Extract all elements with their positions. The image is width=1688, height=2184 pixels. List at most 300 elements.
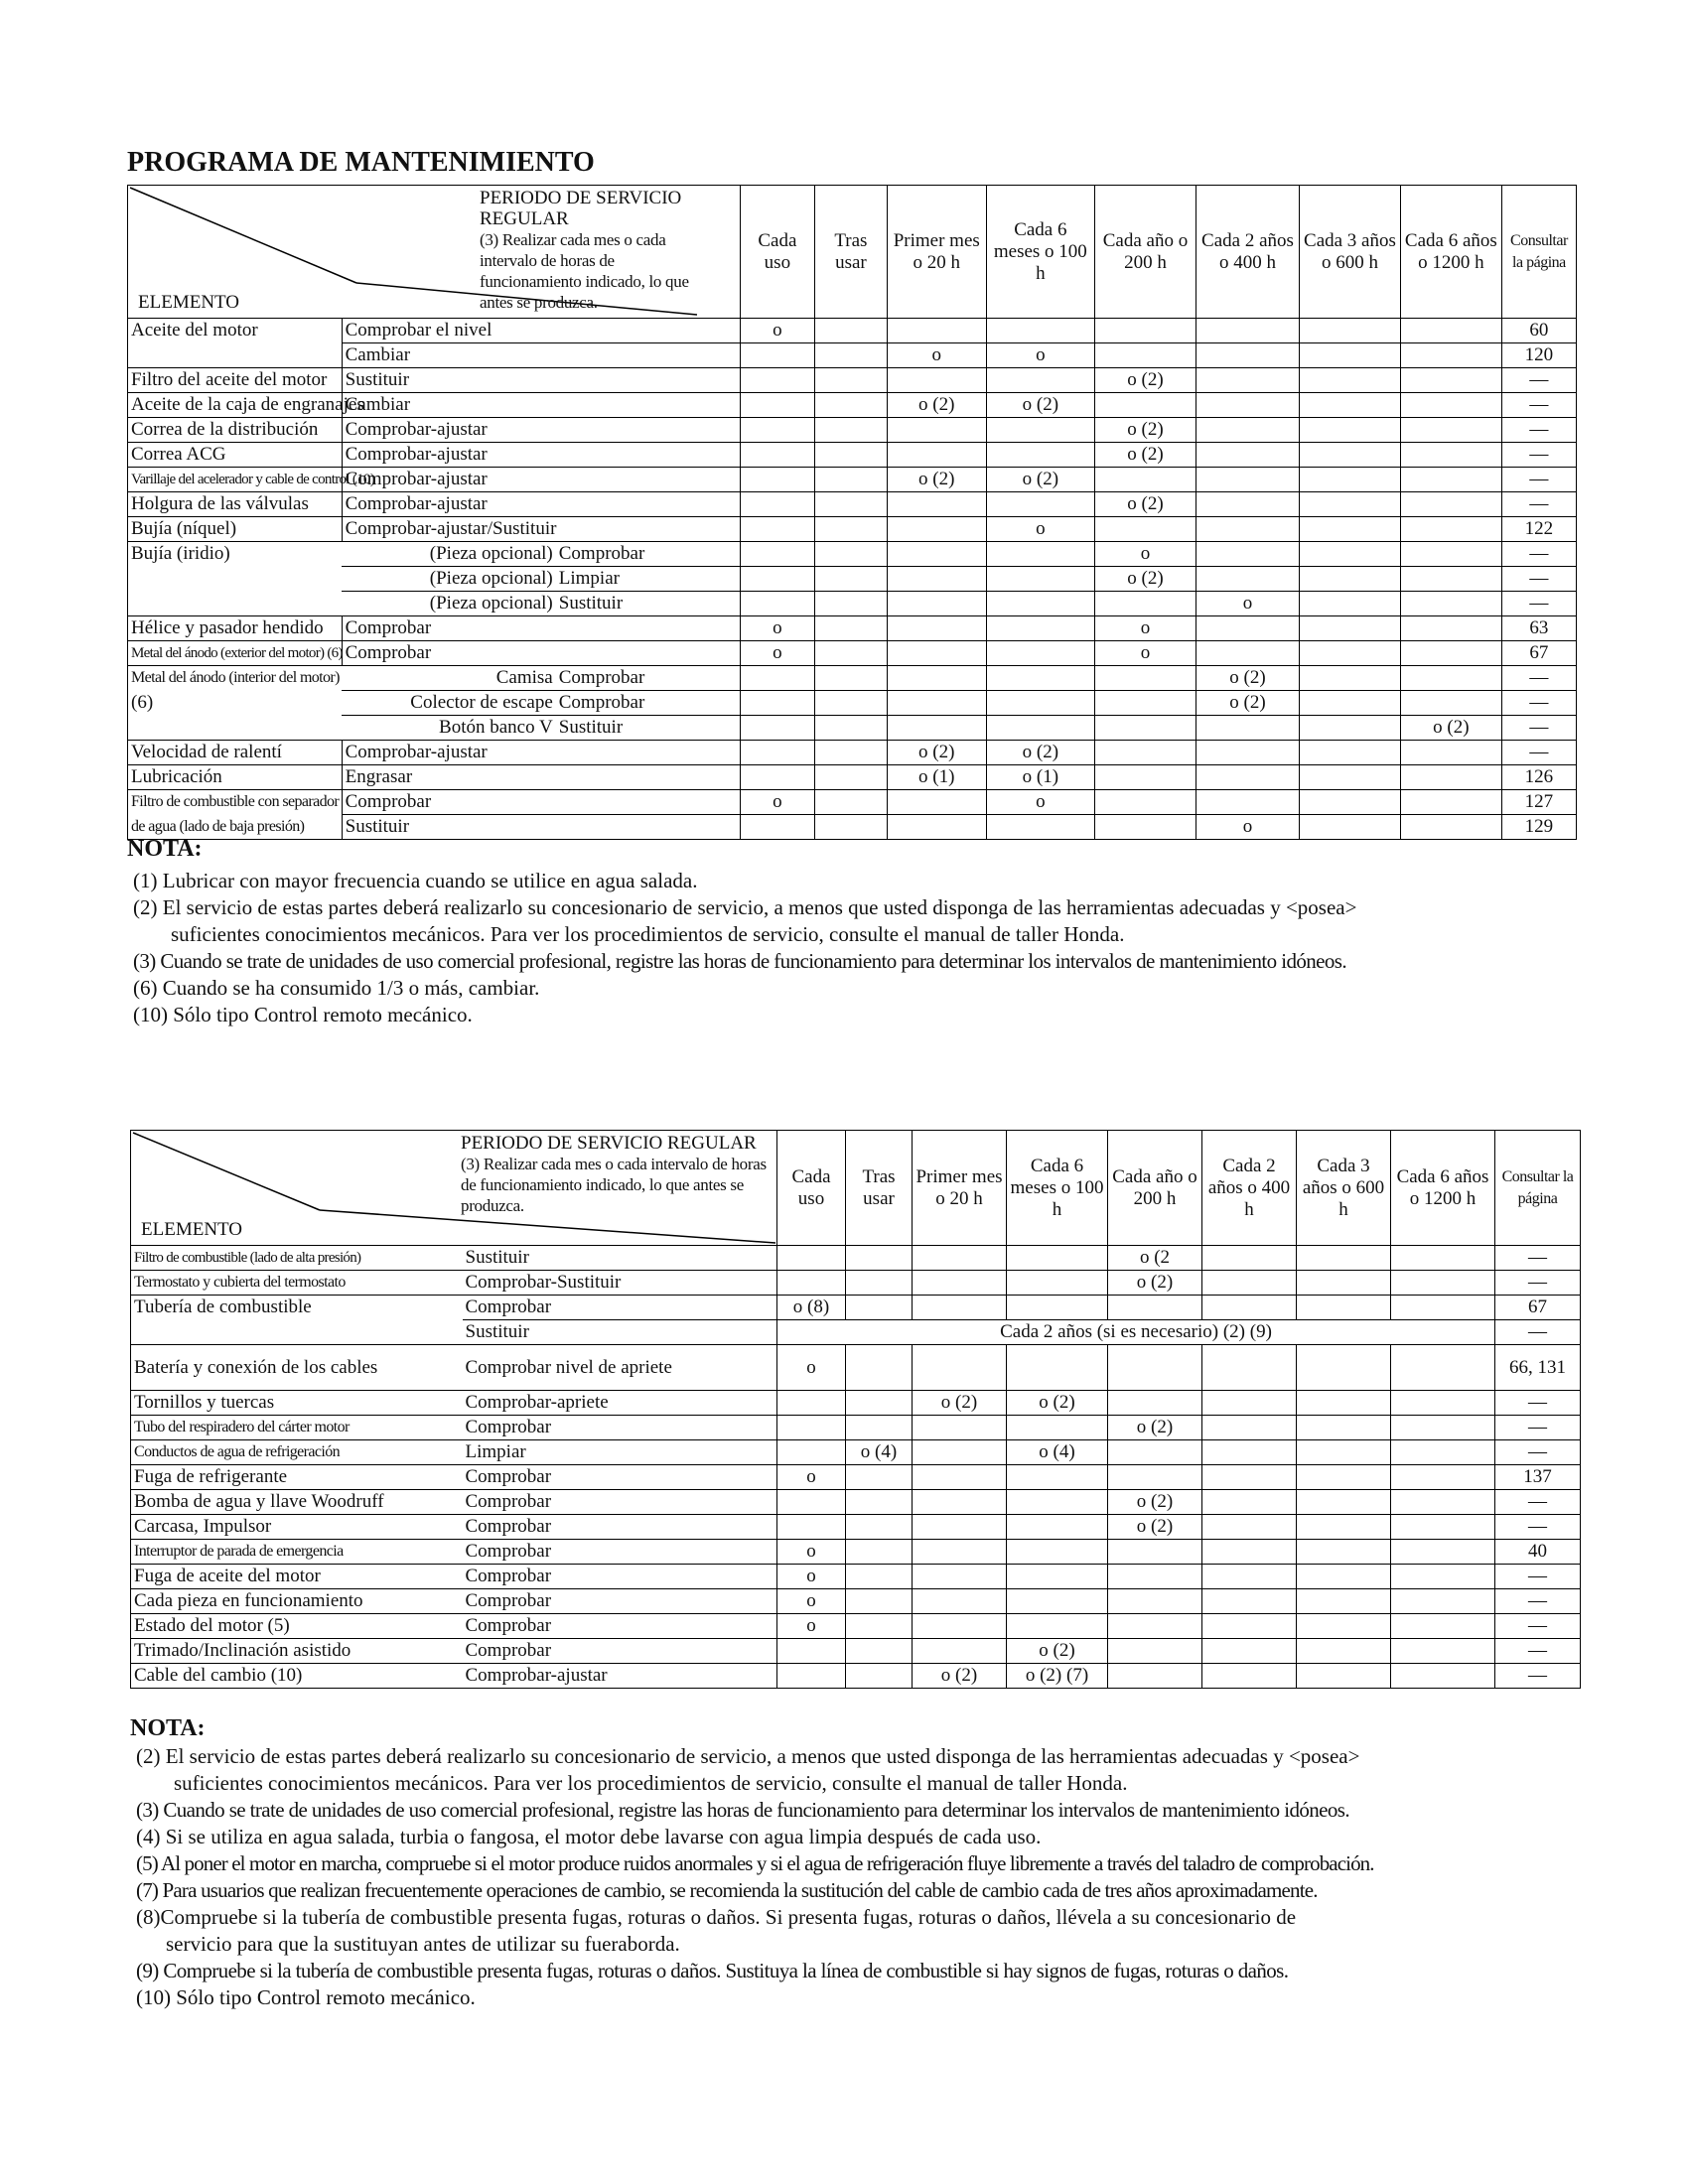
row-cell [846, 1465, 913, 1490]
row-cell [1300, 418, 1401, 443]
row-cell [814, 716, 887, 741]
row-action: Sustituir [556, 592, 741, 616]
row-cell [777, 1664, 846, 1689]
row-cell [1108, 1664, 1202, 1689]
row-item: Cable del cambio (10) [131, 1664, 463, 1689]
row-action: Sustituir [342, 815, 740, 840]
row-sub: (Pieza opcional) [342, 542, 556, 567]
row-cell: o [740, 319, 814, 343]
row-cell: o [740, 616, 814, 641]
col-header: Tras usar [846, 1131, 913, 1246]
row-cell [1007, 1565, 1108, 1589]
row-action: Sustituir [463, 1320, 777, 1345]
table-row [131, 1490, 1581, 1515]
row-item: Tornillos y tuercas [131, 1391, 463, 1416]
row-action: Comprobar-ajustar [463, 1664, 777, 1689]
row-cell [814, 343, 887, 368]
nota-2-title: NOTA: [130, 1715, 206, 1741]
row-cell [1007, 1296, 1108, 1320]
row-action: Comprobar [463, 1565, 777, 1589]
row-cell [814, 368, 887, 393]
row-cell [1095, 691, 1196, 716]
row-item: Aceite del motor [128, 319, 343, 343]
row-action: Sustituir [556, 716, 741, 741]
row-cell [1202, 1664, 1297, 1689]
row-cell [814, 492, 887, 517]
row-cell [986, 319, 1094, 343]
row-item: Fuga de aceite del motor [131, 1565, 463, 1589]
row-cell [846, 1565, 913, 1589]
row-cell [1391, 1515, 1495, 1540]
row-cell [1297, 1416, 1391, 1440]
row-cell [1095, 815, 1196, 840]
row-cell [1391, 1391, 1495, 1416]
row-cell: o (2 [1108, 1246, 1202, 1271]
col-header: Cada 6 meses o 100 h [986, 186, 1094, 319]
note-line: (4) Si se utiliza en agua salada, turbia o fangosa, el motor debe lavarse con agua limpia después de cada uso. [136, 1825, 1042, 1848]
row-cell: o (1) [887, 765, 986, 790]
row-cell [1007, 1589, 1108, 1614]
row-cell [740, 567, 814, 592]
row-cell [814, 616, 887, 641]
row-cell [1300, 592, 1401, 616]
row-cell [1196, 468, 1299, 492]
table-row [128, 691, 1577, 716]
table-row [131, 1271, 1581, 1296]
col-header: Primer mes o 20 h [887, 186, 986, 319]
row-action: Comprobar nivel de apriete [463, 1345, 777, 1391]
row-page: — [1501, 418, 1576, 443]
row-page: — [1495, 1565, 1581, 1589]
row-cell [1391, 1345, 1495, 1391]
page-title: PROGRAMA DE MANTENIMIENTO [127, 147, 595, 178]
row-item: Metal del ánodo (exterior del motor) (6) [128, 641, 343, 666]
row-action: Comprobar [463, 1296, 777, 1320]
row-cell: o (2) [1095, 368, 1196, 393]
row-cell [1202, 1246, 1297, 1271]
periodo-title: PERIODO DE SERVICIO REGULAR [461, 1133, 757, 1154]
row-cell [1007, 1465, 1108, 1490]
row-cell [1297, 1614, 1391, 1639]
row-cell [1108, 1296, 1202, 1320]
row-cell [740, 592, 814, 616]
table-row [128, 666, 1577, 691]
note-line: (3) Cuando se trate de unidades de uso comercial profesional, registre las horas de funcionamiento para determinar los intervalos de mantenimiento idóneos. [136, 1798, 1349, 1822]
row-cell: o (2) [1196, 666, 1299, 691]
row-cell: o [986, 790, 1094, 815]
row-cell [1300, 319, 1401, 343]
row-page: — [1495, 1440, 1581, 1465]
row-cell [887, 616, 986, 641]
row-cell [740, 666, 814, 691]
table-row [128, 319, 1577, 343]
row-cell [1095, 468, 1196, 492]
row-cell [1300, 443, 1401, 468]
row-cell: o [777, 1614, 846, 1639]
row-action: Comprobar [463, 1490, 777, 1515]
row-cell [1202, 1440, 1297, 1465]
row-cell [814, 567, 887, 592]
row-page: — [1495, 1614, 1581, 1639]
row-page: — [1495, 1271, 1581, 1296]
row-sub: (Pieza opcional) [342, 592, 556, 616]
row-action: Comprobar [342, 790, 740, 815]
row-cell: o (2) [1007, 1391, 1108, 1416]
row-cell [1391, 1490, 1495, 1515]
row-cell: o (2) [887, 393, 986, 418]
col-header: Cada 6 meses o 100 h [1007, 1131, 1108, 1246]
row-action: Comprobar [463, 1540, 777, 1565]
row-cell [1300, 468, 1401, 492]
row-cell [1400, 641, 1501, 666]
row-cell [1300, 492, 1401, 517]
row-cell [1391, 1440, 1495, 1465]
row-cell [740, 517, 814, 542]
row-action: Cambiar [342, 343, 740, 368]
row-cell [777, 1246, 846, 1271]
col-header: Cada 3 años o 600 h [1297, 1131, 1391, 1246]
row-page: — [1501, 666, 1576, 691]
row-cell [1297, 1490, 1391, 1515]
header-corner [131, 1131, 777, 1246]
row-cell [1391, 1540, 1495, 1565]
row-action: Sustituir [342, 368, 740, 393]
row-page: — [1495, 1246, 1581, 1271]
row-action: Comprobar [342, 616, 740, 641]
row-action: Comprobar-ajustar [342, 492, 740, 517]
table-row [131, 1639, 1581, 1664]
row-cell [1196, 716, 1299, 741]
row-cell: o (2) [887, 741, 986, 765]
row-cell [1196, 741, 1299, 765]
row-cell: o (2) [986, 741, 1094, 765]
row-cell [814, 468, 887, 492]
table-row [131, 1515, 1581, 1540]
row-cell [846, 1515, 913, 1540]
row-cell [1095, 592, 1196, 616]
row-cell [1007, 1490, 1108, 1515]
row-cell [1196, 418, 1299, 443]
row-cell [1391, 1589, 1495, 1614]
row-sub: Botón banco V [342, 716, 556, 741]
table-row [131, 1465, 1581, 1490]
table-row [128, 343, 1577, 368]
row-cell [1300, 343, 1401, 368]
row-cell: o (2) [986, 468, 1094, 492]
row-cell [1297, 1664, 1391, 1689]
row-cell [986, 616, 1094, 641]
row-cell: o (2) [1007, 1639, 1108, 1664]
col-header: Cada 3 años o 600 h [1300, 186, 1401, 319]
row-cell [1202, 1416, 1297, 1440]
row-page: — [1501, 716, 1576, 741]
row-item [128, 343, 343, 368]
header-elemento: ELEMENTO [141, 1219, 243, 1240]
row-cell [1297, 1271, 1391, 1296]
row-cell [1400, 468, 1501, 492]
row-item [131, 1320, 463, 1345]
row-cell [814, 666, 887, 691]
row-cell [814, 691, 887, 716]
table-row [128, 790, 1577, 815]
row-cell [1095, 765, 1196, 790]
row-cell [1391, 1246, 1495, 1271]
row-page: 137 [1495, 1465, 1581, 1490]
row-cell [1095, 319, 1196, 343]
row-cell: o [1196, 815, 1299, 840]
row-page: — [1501, 368, 1576, 393]
row-cell [814, 765, 887, 790]
row-action: Comprobar [463, 1589, 777, 1614]
row-cell [1108, 1391, 1202, 1416]
row-cell [1400, 592, 1501, 616]
row-cell [1007, 1540, 1108, 1565]
row-cell [846, 1639, 913, 1664]
row-span-note: Cada 2 años (si es necesario) (2) (9) [777, 1320, 1495, 1345]
row-cell [1297, 1589, 1391, 1614]
row-cell [846, 1664, 913, 1689]
row-cell [1095, 517, 1196, 542]
row-item: Carcasa, Impulsor [131, 1515, 463, 1540]
row-cell [846, 1416, 913, 1440]
row-cell [1400, 616, 1501, 641]
row-cell [986, 716, 1094, 741]
row-cell: o [777, 1465, 846, 1490]
row-cell [740, 815, 814, 840]
row-cell [740, 765, 814, 790]
row-cell [1196, 492, 1299, 517]
row-cell: o (2) [1108, 1271, 1202, 1296]
row-cell [887, 815, 986, 840]
row-cell [846, 1296, 913, 1320]
row-cell [1400, 393, 1501, 418]
row-cell [1196, 393, 1299, 418]
row-cell: o (2) [887, 468, 986, 492]
table-row [128, 765, 1577, 790]
row-cell [1196, 443, 1299, 468]
note-line: suficientes conocimientos mecánicos. Para ver los procedimientos de servicio, consulte el manual de taller Honda. [171, 922, 1125, 946]
row-item: Cada pieza en funcionamiento [131, 1589, 463, 1614]
row-cell: o (2) [1095, 418, 1196, 443]
maintenance-table-1 [127, 185, 1577, 840]
row-cell [1297, 1565, 1391, 1589]
row-cell [887, 542, 986, 567]
row-cell [1196, 567, 1299, 592]
row-item: Termostato y cubierta del termostato [131, 1271, 463, 1296]
table-row [131, 1296, 1581, 1320]
row-cell [1300, 815, 1401, 840]
row-cell [1202, 1465, 1297, 1490]
row-cell: o [1095, 542, 1196, 567]
row-cell [1391, 1296, 1495, 1320]
row-cell [1400, 542, 1501, 567]
row-cell [846, 1391, 913, 1416]
row-cell [1300, 368, 1401, 393]
row-cell [1297, 1639, 1391, 1664]
row-cell [1300, 641, 1401, 666]
row-item: Correa de la distribución [128, 418, 343, 443]
row-cell [846, 1345, 913, 1391]
row-cell [777, 1515, 846, 1540]
col-header: Cada uso [740, 186, 814, 319]
row-cell [1196, 765, 1299, 790]
row-cell: o (2) [1095, 443, 1196, 468]
row-action: Comprobar-Sustituir [463, 1271, 777, 1296]
row-page: — [1501, 468, 1576, 492]
row-action: Comprobar-ajustar [342, 741, 740, 765]
row-cell [740, 418, 814, 443]
row-action: Comprobar-ajustar [342, 443, 740, 468]
row-cell [986, 666, 1094, 691]
row-action: Comprobar [463, 1515, 777, 1540]
row-cell [1391, 1565, 1495, 1589]
row-cell [1300, 716, 1401, 741]
row-cell [1297, 1465, 1391, 1490]
row-page: 40 [1495, 1540, 1581, 1565]
note-line: (5) Al poner el motor en marcha, compruebe si el motor produce ruidos anormales y si el agua de refrigeración fluye libremente a través del taladro de comprobación. [136, 1851, 1374, 1875]
header-elemento: ELEMENTO [138, 292, 240, 313]
row-cell [1391, 1614, 1495, 1639]
header-periodo [461, 1133, 778, 1216]
table-row [128, 616, 1577, 641]
row-item: Tubería de combustible [131, 1296, 463, 1320]
row-cell [1400, 567, 1501, 592]
row-cell [1095, 716, 1196, 741]
row-cell: o [1196, 592, 1299, 616]
row-action: Comprobar [463, 1416, 777, 1440]
col-header: Tras usar [814, 186, 887, 319]
table-row [131, 1614, 1581, 1639]
row-cell [740, 368, 814, 393]
note-line: (1) Lubricar con mayor frecuencia cuando se utilice en agua salada. [133, 869, 698, 892]
row-cell [887, 716, 986, 741]
row-item: Batería y conexión de los cables [131, 1345, 463, 1391]
table-row [128, 443, 1577, 468]
row-cell [1108, 1465, 1202, 1490]
row-sub: Camisa [342, 666, 556, 691]
table-row [128, 641, 1577, 666]
row-cell [846, 1540, 913, 1565]
row-cell [777, 1440, 846, 1465]
row-cell [1300, 741, 1401, 765]
row-cell [887, 368, 986, 393]
row-cell [814, 790, 887, 815]
row-cell [913, 1540, 1007, 1565]
row-cell [1297, 1540, 1391, 1565]
row-page: — [1501, 691, 1576, 716]
row-cell [887, 641, 986, 666]
row-action: Cambiar [342, 393, 740, 418]
row-item [128, 567, 343, 592]
row-cell [913, 1246, 1007, 1271]
table-row [131, 1589, 1581, 1614]
row-action: Limpiar [556, 567, 741, 592]
row-cell [1300, 790, 1401, 815]
row-cell [1196, 319, 1299, 343]
periodo-subtitle: (3) Realizar cada mes o cada intervalo de horas de funcionamiento indicado, lo que antes se produzca. [480, 230, 689, 312]
row-action: Sustituir [463, 1246, 777, 1271]
row-cell [1300, 517, 1401, 542]
row-cell [1202, 1515, 1297, 1540]
row-cell [913, 1614, 1007, 1639]
row-cell [913, 1465, 1007, 1490]
nota-2-list [136, 1743, 1374, 2011]
col-header: Cada 2 años o 400 h [1202, 1131, 1297, 1246]
table-row [128, 815, 1577, 840]
row-cell [986, 492, 1094, 517]
row-cell [1300, 542, 1401, 567]
nota-1-list [133, 868, 1356, 1028]
row-page: — [1495, 1320, 1581, 1345]
row-cell [846, 1246, 913, 1271]
row-item: Filtro de combustible (lado de alta presión) [131, 1246, 463, 1271]
row-cell [1391, 1664, 1495, 1689]
table-row [131, 1664, 1581, 1689]
row-cell [1400, 691, 1501, 716]
table-row [131, 1345, 1581, 1391]
table-row [131, 1391, 1581, 1416]
row-cell [1297, 1391, 1391, 1416]
row-item: Conductos de agua de refrigeración [131, 1440, 463, 1465]
row-item: Filtro del aceite del motor [128, 368, 343, 393]
row-cell [1095, 741, 1196, 765]
row-page: — [1501, 592, 1576, 616]
col-header-page: Consultar la página [1501, 186, 1576, 319]
row-cell [777, 1639, 846, 1664]
row-cell [913, 1345, 1007, 1391]
col-header: Cada 6 años o 1200 h [1400, 186, 1501, 319]
row-cell [814, 393, 887, 418]
table-row [131, 1320, 1581, 1345]
table-row [128, 368, 1577, 393]
row-cell [1202, 1639, 1297, 1664]
row-cell [1108, 1614, 1202, 1639]
row-action: Comprobar [342, 641, 740, 666]
row-page: — [1501, 393, 1576, 418]
table-row [128, 716, 1577, 741]
row-item: Bujía (níquel) [128, 517, 343, 542]
row-cell: o [777, 1589, 846, 1614]
row-item: Correa ACG [128, 443, 343, 468]
row-page: 67 [1501, 641, 1576, 666]
row-item: Metal del ánodo (interior del motor) [128, 666, 343, 691]
row-cell [814, 741, 887, 765]
row-page: — [1501, 492, 1576, 517]
note-line: (10) Sólo tipo Control remoto mecánico. [136, 1985, 476, 2009]
row-cell [1108, 1440, 1202, 1465]
row-cell [1400, 343, 1501, 368]
row-page: 66, 131 [1495, 1345, 1581, 1391]
col-header: Cada año o 200 h [1095, 186, 1196, 319]
row-cell [1108, 1639, 1202, 1664]
row-cell [1108, 1540, 1202, 1565]
row-cell [1300, 666, 1401, 691]
row-cell: o (2) [1108, 1515, 1202, 1540]
row-cell [777, 1416, 846, 1440]
row-item [128, 592, 343, 616]
row-cell: o [986, 343, 1094, 368]
row-cell [814, 592, 887, 616]
row-cell [1196, 616, 1299, 641]
row-cell [986, 443, 1094, 468]
row-cell: o (2) [913, 1664, 1007, 1689]
row-item: (6) [128, 691, 343, 716]
row-cell [740, 542, 814, 567]
row-item: Filtro de combustible con separador [128, 790, 343, 815]
row-cell [986, 368, 1094, 393]
row-page: — [1495, 1391, 1581, 1416]
note-line: (7) Para usuarios que realizan frecuentemente operaciones de cambio, se recomienda la sustitución del cable de cambio cada de tres años aproximadamente. [136, 1878, 1318, 1902]
